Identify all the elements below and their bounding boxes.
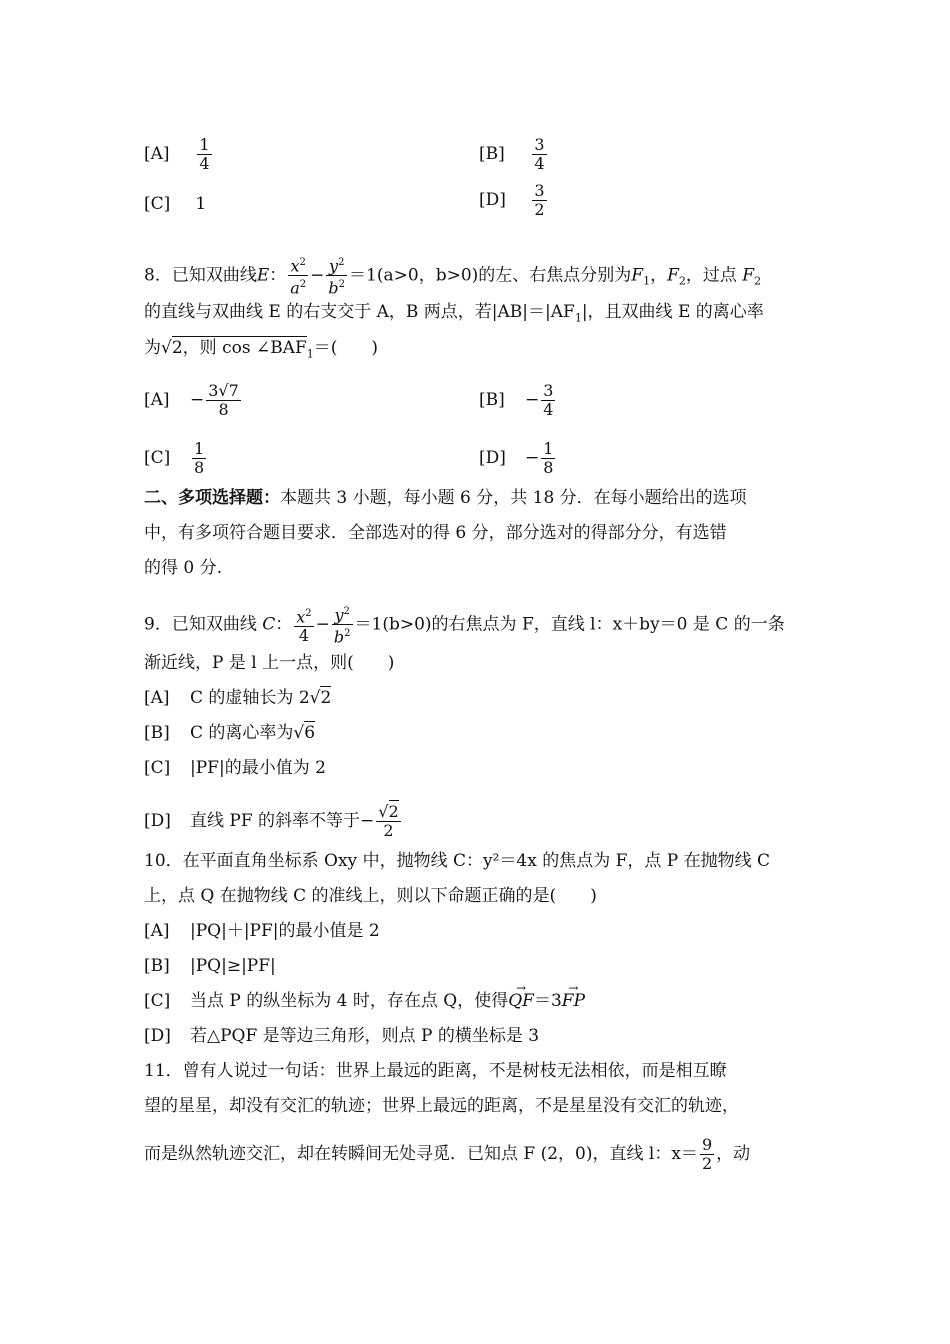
q8-line3: 为√2，则 $\cos \angle BAF_1=$( ) <box>144 338 379 361</box>
fraction: $\frac{3}{4}$ <box>543 381 554 419</box>
q9-option-c: [C] |PF|的最小值为 2 <box>144 758 326 778</box>
section-text: 中，有多项符合题目要求．全部选对的得 6 分，部分选对的得部分分，有选错 <box>144 523 727 543</box>
option-label: [A] <box>144 144 170 164</box>
q9-line1: 9．已知双曲线 C： $\frac{x^2}{4}$ − $\frac{y^2}{b^2}$ ＝1(b>0)的右焦点为 F，直线 l：x＋by＝0 是 C 的一条 <box>144 603 785 647</box>
q8-options-row1: [A] − $\frac{3√7}{8}$ [B] − $\frac{3}{4}$ <box>144 381 554 419</box>
q11-line1: 11．曾有人说过一句话：世界上最远的距离，不是树枝无法相依，而是相互瞭 <box>144 1061 727 1081</box>
q7-options-row1 <box>144 135 545 173</box>
q10-option-a: [A] |PQ|＋|PF|的最小值是 2 <box>144 921 380 941</box>
q8-line2: 的直线与双曲线 E 的右支交于 A，B 两点，若$|AB|=|AF_1|$，且双曲线 E 的离心率 <box>144 302 764 325</box>
fraction: $\frac{3}{2}$ <box>534 181 545 219</box>
q7-options-row2: [C] 1 [D] $\frac{3}{2}$ <box>144 181 545 219</box>
option-label: [C] <box>144 194 171 214</box>
q9-option-b: [B] C 的离心率为√6 <box>144 723 316 743</box>
option-label: [D] <box>479 190 506 210</box>
q9-line2: 渐近线，P 是 l 上一点，则( ) <box>144 653 395 673</box>
section-text: 的得 0 分. <box>144 558 223 578</box>
q11-line3: 而是纵然轨迹交汇，却在转瞬间无处寻觅．已知点 F (2，0)，直线 l：x＝ $\frac{9}{2}$ ，动 <box>144 1135 751 1173</box>
q10-line2: 上，点 Q 在抛物线 C 的准线上，则以下命题正确的是( ) <box>144 886 597 906</box>
fraction: $\frac{3}{4}$ <box>534 135 545 173</box>
fraction: $\frac{3√7}{8}$ <box>208 381 239 419</box>
fraction: $\frac{√2}{2}$ <box>378 802 399 840</box>
fraction: $\frac{9}{2}$ <box>701 1135 713 1173</box>
q10-option-b: [B] |PQ|≥|PF| <box>144 956 276 976</box>
q10-option-d: [D] 若△PQF 是等边三角形，则点 P 的横坐标是 3 <box>144 1026 540 1046</box>
fraction: $\frac{1}{8}$ <box>194 439 205 477</box>
fraction: $\frac{1}{4}$ <box>199 135 210 173</box>
q10-option-c: [C] 当点 P 的纵坐标为 4 时，存在点 Q，使得→ QF＝3→ FP <box>144 990 585 1012</box>
q11-line2: 望的星星，却没有交汇的轨迹；世界上最远的距离，不是星星没有交汇的轨迹， <box>144 1096 739 1116</box>
section-heading: 二、多项选择题：本题共 3 小题，每小题 6 分，共 18 分．在每小题给出的选项 <box>144 488 747 508</box>
q8-line1: 8．已知双曲线E： $\frac{x^2}{a^2}$ − $\frac{y^2}{b^2}$ ＝1(a>0，b>0)的左、右焦点分别为$F_1$，$F_2$，过点 $F_2$ <box>144 254 761 298</box>
q9-option-a: [A] C 的虚轴长为 2√2 <box>144 688 332 708</box>
q10-line1: 10．在平面直角坐标系 Oxy 中，抛物线 C：y²＝4x 的焦点为 F，点 P 在抛物线 C <box>144 851 771 871</box>
fraction: $\frac{1}{8}$ <box>543 439 554 477</box>
option-label: [B] <box>479 144 505 164</box>
q8-options-row2: [C] $\frac{1}{8}$ [D] − $\frac{1}{8}$ <box>144 439 554 477</box>
q9-option-d: [D] 直线 PF 的斜率不等于− $\frac{√2}{2}$ <box>144 802 399 840</box>
